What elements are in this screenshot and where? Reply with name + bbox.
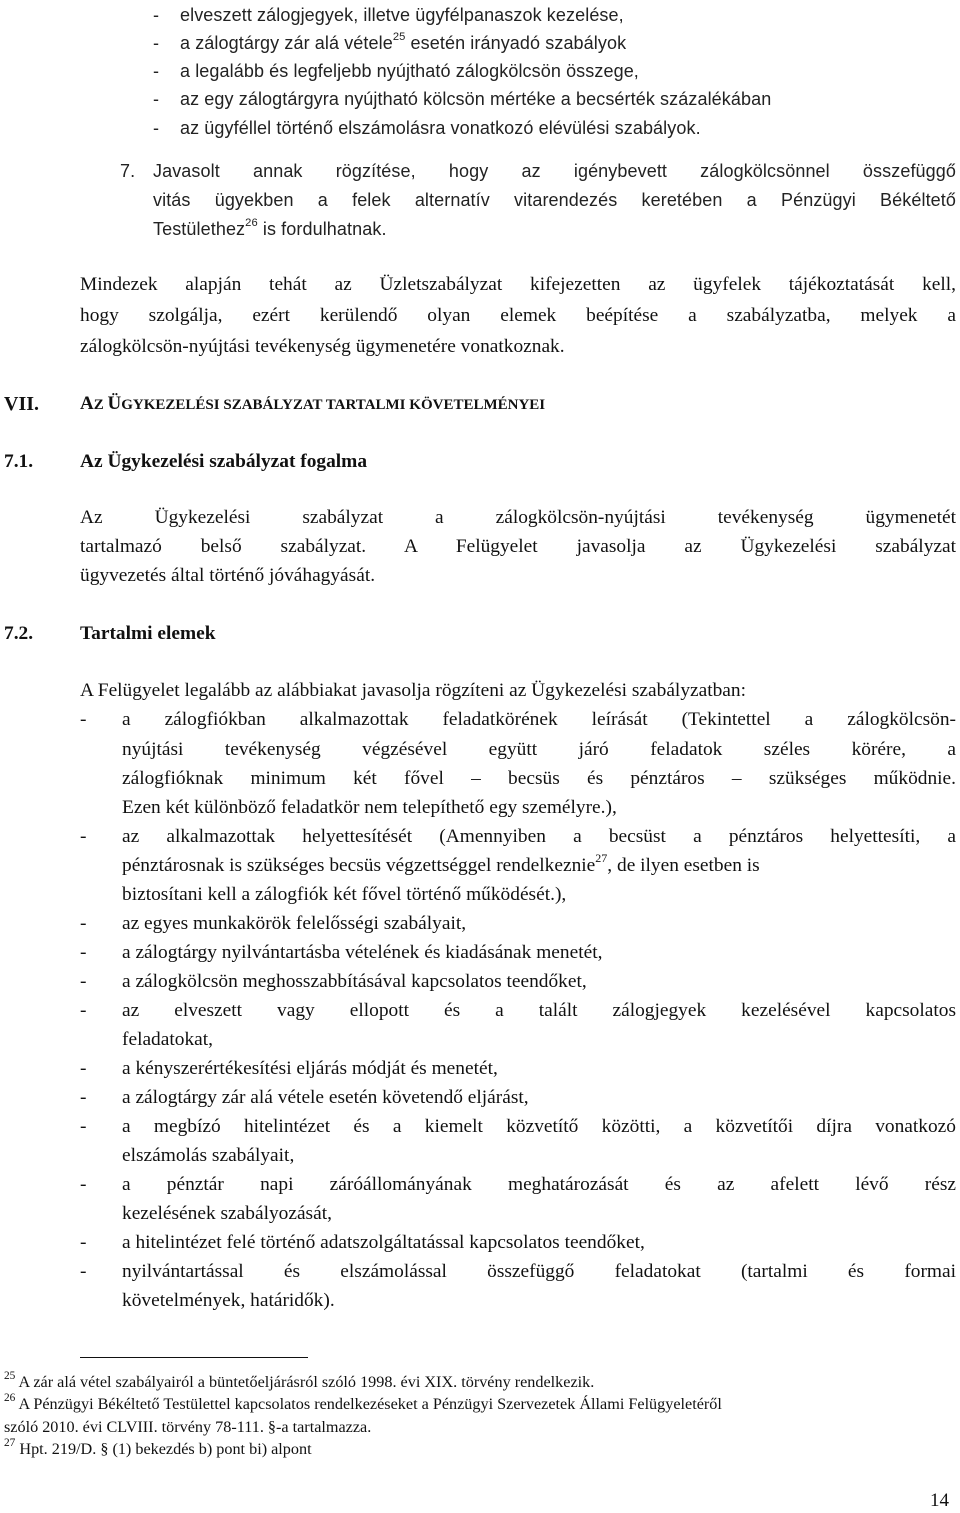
paragraph-line: tartalmazó belső szabályzat. A Felügyelet javasolja az Ügykezelési szabályzat bbox=[80, 536, 956, 557]
top-list-item-text: a zálogtárgy zár alá vétele bbox=[180, 33, 393, 53]
list-item-text bbox=[122, 850, 760, 877]
list-item-line: a zálogfiókban alkalmazottak feladatkörének leírását (Tekintettel a zálogkölcsön- bbox=[122, 709, 956, 730]
footnote-ref: 26 bbox=[245, 217, 258, 230]
chapter-title bbox=[80, 393, 545, 416]
list-dash: - bbox=[80, 1174, 87, 1195]
title-part: GYKEZELÉSI SZABÁLYZAT TARTALMI KÖVETELMÉNYEI bbox=[121, 397, 546, 413]
list-dash: - bbox=[153, 61, 160, 81]
list-dash: - bbox=[80, 942, 87, 963]
top-list-item-tail: esetén irányadó szabályok bbox=[410, 33, 627, 53]
list-item-line: feladatokat, bbox=[122, 1029, 213, 1050]
list-item-line: a kényszerértékesítési eljárás módját és menetét, bbox=[122, 1058, 498, 1079]
top-list-item: elveszett zálogjegyek, illetve ügyfélpanaszok kezelése, bbox=[180, 5, 624, 25]
list-dash: - bbox=[80, 913, 87, 934]
footnote-ref: 27 bbox=[595, 850, 608, 865]
footnote-separator bbox=[80, 1357, 308, 1358]
list-item-line: az alkalmazottak helyettesítését (Amennyiben a becsüst a pénztáros helyettesíti, a bbox=[122, 826, 956, 847]
list-item-text-part: pénztárosnak is szükséges becsüs végzettséggel rendelkeznie bbox=[122, 855, 596, 876]
list-item-line: Ezen két különböző feladatkör nem telepíthető egy személyre.), bbox=[122, 797, 617, 818]
chapter-number: VII. bbox=[4, 393, 40, 415]
title-part: Ü bbox=[107, 393, 122, 414]
top-list-item: az ügyféllel történő elszámolásra vonatkozó elévülési szabályok. bbox=[180, 118, 701, 138]
list-dash: - bbox=[80, 971, 87, 992]
footnote-text: A zár alá vétel szabályairól a büntetőeljárásról szóló 1998. évi XIX. törvény rendelkezik. bbox=[18, 1373, 595, 1391]
list-dash: - bbox=[80, 826, 87, 847]
top-list-item: az egy zálogtárgyra nyújtható kölcsön mértéke a becsérték százalékában bbox=[180, 89, 772, 109]
list-item-text-part: , de ilyen esetben is bbox=[607, 855, 760, 876]
item-7-text: Testülethez bbox=[153, 219, 246, 239]
list-dash: - bbox=[153, 33, 160, 53]
item-7-text: is fordulhatnak. bbox=[262, 219, 387, 239]
list-dash: - bbox=[153, 5, 160, 25]
list-item-line: az elveszett vagy ellopott és a talált zálogjegyek kezelésével kapcsolatos bbox=[122, 1000, 956, 1021]
list-item-line: a hitelintézet felé történő adatszolgáltatással kapcsolatos teendőket, bbox=[122, 1232, 645, 1253]
paragraph-line: Mindezek alapján tehát az Üzletszabályzat kifejezetten az ügyfelek tájékoztatását kell, bbox=[80, 274, 956, 295]
footnote-text: Hpt. 219/D. § (1) bekezdés b) pont bi) alpont bbox=[19, 1440, 312, 1458]
top-list-item: a legalább és legfeljebb nyújtható zálogkölcsön összege, bbox=[180, 61, 639, 81]
list-dash: - bbox=[153, 89, 160, 109]
list-item-line: követelmények, határidők). bbox=[122, 1290, 335, 1311]
paragraph-line: zálogkölcsön-nyújtási tevékenység ügymenetére vonatkoznak. bbox=[80, 336, 565, 357]
section-title: Az Ügykezelési szabályzat fogalma bbox=[80, 451, 368, 472]
list-item-line: elszámolás szabályait, bbox=[122, 1145, 295, 1166]
list-item-line: a pénztár napi záróállományának meghatározását és az afelett lévő rész bbox=[122, 1174, 956, 1195]
item-7-line: vitás ügyekben a felek alternatív vitarendezés keretében a Pénzügyi Békéltető bbox=[153, 190, 956, 210]
paragraph-line: Az Ügykezelési szabályzat a zálogkölcsön-nyújtási tevékenység ügymenetét bbox=[80, 507, 956, 528]
section-intro: A Felügyelet legalább az alábbiakat javasolja rögzíteni az Ügykezelési szabályzatban: bbox=[80, 680, 746, 701]
footnote bbox=[4, 1436, 312, 1458]
list-item-line: kezelésének szabályozását, bbox=[122, 1203, 332, 1224]
list-item-line: a megbízó hitelintézet és a kiemelt közvetítő közötti, a közvetítői díjra vonatkozó bbox=[122, 1116, 956, 1137]
item-7-line: Javasolt annak rögzítése, hogy az igénybevett zálogkölcsönnel összefüggő bbox=[153, 161, 956, 181]
list-item-line: a zálogkölcsön meghosszabbításával kapcsolatos teendőket, bbox=[122, 971, 587, 992]
list-item-line: nyújtási tevékenység végzésével együtt járó feladatok széles körére, a bbox=[122, 739, 956, 760]
footnote-continuation: szóló 2010. évi CLVIII. törvény 78-111. §-a tartalmazza. bbox=[4, 1418, 372, 1436]
title-part: Z bbox=[93, 397, 108, 413]
section-title: Tartalmi elemek bbox=[80, 623, 216, 644]
list-item-line: a zálogtárgy nyilvántartásba vételének és kiadásának menetét, bbox=[122, 942, 603, 963]
top-list-item bbox=[180, 32, 626, 54]
footnote bbox=[4, 1369, 595, 1391]
list-dash: - bbox=[80, 1000, 87, 1021]
list-dash: - bbox=[80, 1232, 87, 1253]
footnote-number: 27 bbox=[4, 1436, 16, 1449]
list-dash: - bbox=[80, 1087, 87, 1108]
list-item-line: a zálogtárgy zár alá vétele esetén követendő eljárást, bbox=[122, 1087, 529, 1108]
page-number: 14 bbox=[930, 1490, 949, 1511]
footnote-ref: 25 bbox=[392, 31, 406, 44]
footnote-number: 26 bbox=[4, 1391, 16, 1404]
title-part: A bbox=[80, 393, 94, 414]
list-item-line: az egyes munkakörök felelősségi szabályait, bbox=[122, 913, 467, 934]
paragraph-line: hogy szolgálja, ezért kerülendő olyan elemek beépítése a szabályzatba, melyek a bbox=[80, 305, 956, 326]
list-dash: - bbox=[80, 709, 87, 730]
paragraph-line: ügyvezetés által történő jóváhagyását. bbox=[80, 565, 376, 586]
footnote-text: A Pénzügyi Békéltető Testülettel kapcsolatos rendelkezéseket a Pénzügyi Szervezetek Állami Felügyeletéről bbox=[18, 1395, 722, 1413]
list-item-line bbox=[122, 850, 956, 877]
list-item-line: biztosítani kell a zálogfiók két fővel történő működését.), bbox=[122, 884, 567, 905]
footnote-number: 25 bbox=[4, 1369, 16, 1382]
list-item-line: zálogfióknak minimum két fővel – becsüs és pénztáros – szükséges működnie. bbox=[122, 768, 956, 789]
list-dash: - bbox=[80, 1116, 87, 1137]
footnote bbox=[4, 1391, 722, 1413]
list-dash: - bbox=[80, 1058, 87, 1079]
list-item-line: nyilvántartással és elszámolással összefüggő feladatokat (tartalmi és formai bbox=[122, 1261, 956, 1282]
list-dash: - bbox=[153, 118, 160, 138]
item-7-line bbox=[153, 218, 387, 240]
section-number: 7.2. bbox=[4, 623, 34, 644]
section-number: 7.1. bbox=[4, 451, 34, 472]
item-number: 7. bbox=[120, 161, 136, 181]
list-dash: - bbox=[80, 1261, 87, 1282]
